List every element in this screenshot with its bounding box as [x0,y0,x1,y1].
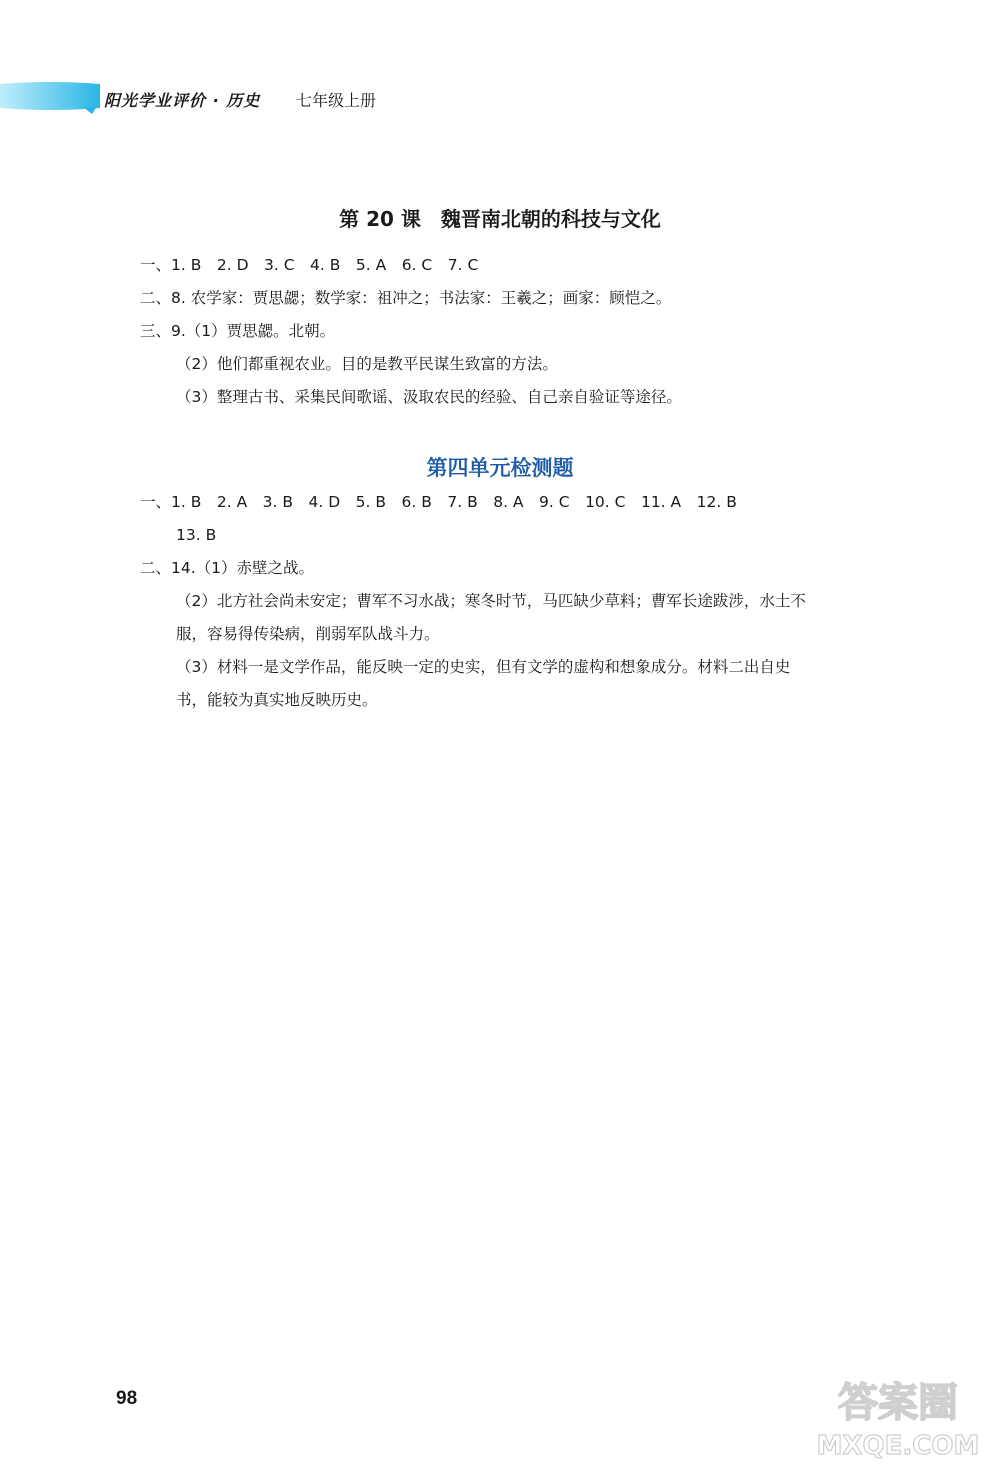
answer-line: 书，能较为真实地反映历史。 [176,691,378,709]
answer-line: （3）整理古书、采集民间歌谣、汲取农民的经验、自己亲自验证等途径。 [176,388,682,406]
answer-line: 二、8. 农学家：贾思勰；数学家：祖冲之；书法家：王羲之；画家：顾恺之。 [140,289,672,307]
answer-line: 一、1. B 2. A 3. B 4. D 5. B 6. B 7. B 8. A 9. C 10. C 11. A 12. B [140,493,737,511]
answer-line: （3）材料一是文学作品，能反映一定的史实，但有文学的虚构和想象成分。材料二出自史 [176,658,791,676]
answer-line: （2）北方社会尚未安定；曹军不习水战；寒冬时节，马匹缺少草料；曹军长途跋涉，水土不 [176,592,806,610]
watermark-text-top: 答案圈 [838,1380,958,1426]
answer-line: 三、9.（1）贾思勰。北朝。 [140,322,336,340]
answer-line: 二、14.（1）赤壁之战。 [140,559,315,577]
watermark-logo [800,1372,996,1462]
answer-line: 一、1. B 2. D 3. C 4. B 5. A 6. C 7. C [140,256,479,274]
page-number: 98 [116,1388,138,1409]
grade-label: 七年级上册 [296,91,377,110]
lesson-title: 第 20 课 魏晋南北朝的科技与文化 [339,207,661,231]
answer-line: 13. B [176,526,217,544]
answer-line: （2）他们都重视农业。目的是教平民谋生致富的方法。 [176,355,558,373]
header-banner [0,78,100,114]
series-title: 阳光学业评价 · 历史 [104,91,261,110]
watermark-text-bottom: MXQE.COM [816,1431,980,1461]
unit-title: 第四单元检测题 [426,456,574,480]
answer-line: 服，容易得传染病，削弱军队战斗力。 [176,625,440,643]
